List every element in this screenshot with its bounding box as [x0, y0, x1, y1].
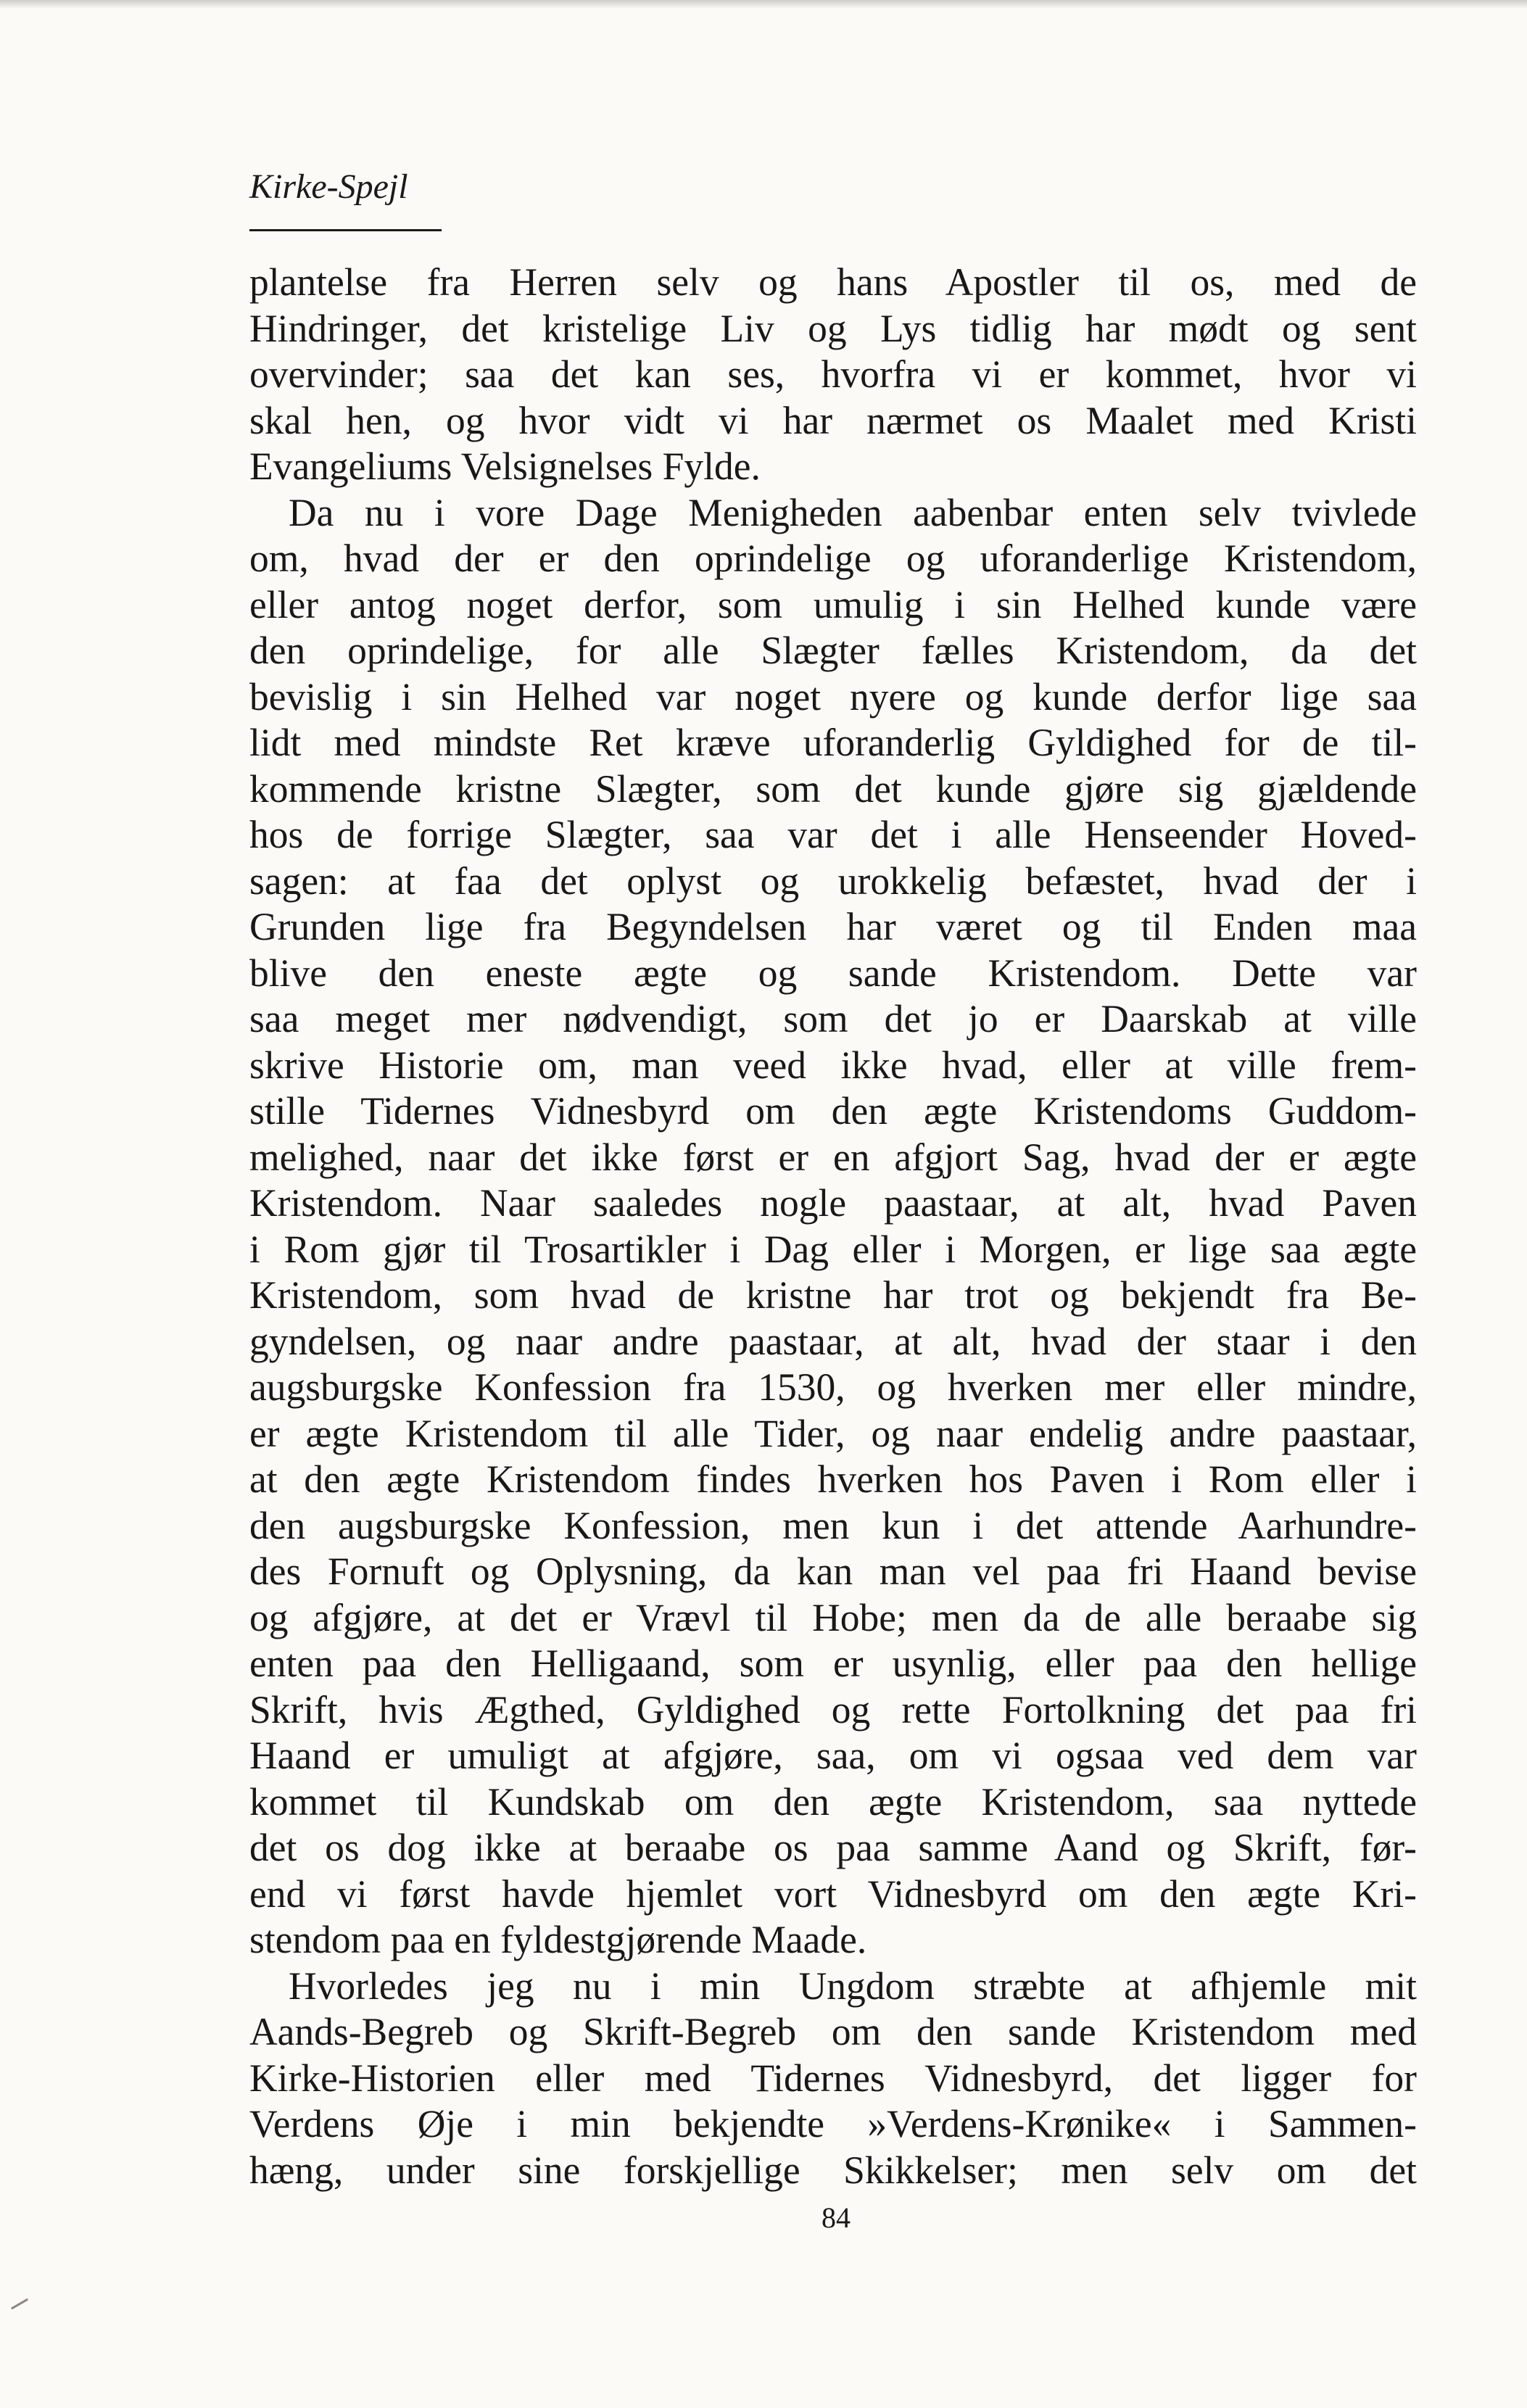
text-line: er ægte Kristendom til alle Tider, og naar endelig andre paastaar, [249, 1411, 1417, 1455]
text-line: Verdens Øje i min bekjendte »Verdens-Krønike« i Sammen- [249, 2102, 1417, 2146]
text-line: den oprindelige, for alle Slægter fælles Kristendom, da det [249, 629, 1417, 672]
text-line: Haand er umuligt at afgjøre, saa, om vi ogsaa ved dem var [249, 1734, 1417, 1777]
text-line: end vi først havde hjemlet vort Vidnesbyrd om den ægte Kri- [249, 1871, 1417, 1916]
text-line: Kristendom, som hvad de kristne har trot og bekjendt fra Be- [249, 1273, 1417, 1317]
text-line: melighed, naar det ikke først er en afgjort Sag, hvad der er ægte [249, 1135, 1417, 1179]
text-line: stille Tidernes Vidnesbyrd om den ægte Kristendoms Guddom- [249, 1089, 1417, 1133]
text-line: Evangeliums Velsignelses Fylde. [249, 444, 761, 488]
text-line: Hindringer, det kristelige Liv og Lys tidlig har mødt og sent [249, 306, 1417, 350]
margin-mark [11, 2299, 28, 2310]
text-line: i Rom gjør til Trosartikler i Dag eller i Morgen, er lige saa ægte [249, 1227, 1417, 1271]
text-line: Da nu i vore Dage Menigheden aabenbar enten selv tvivlede [289, 490, 1417, 534]
text-line: augsburgske Konfession fra 1530, og hverken mer eller mindre, [249, 1365, 1417, 1409]
text-line: og afgjøre, at det er Vrævl til Hobe; men da de alle beraabe sig [249, 1595, 1417, 1639]
text-line: enten paa den Helligaand, som er usynlig, eller paa den hellige [249, 1642, 1417, 1685]
body-text [249, 260, 1417, 2193]
text-line: stendom paa en fyldestgjørende Maade. [249, 1918, 867, 1961]
page-top-edge [0, 0, 1527, 9]
text-line: blive den eneste ægte og sande Kristendom. Dette var [249, 951, 1417, 995]
text-line: Skrift, hvis Ægthed, Gyldighed og rette Fortolkning det paa fri [249, 1687, 1417, 1731]
running-head-underline [249, 229, 442, 231]
text-line: des Fornuft og Oplysning, da kan man vel paa fri Haand bevise [249, 1550, 1417, 1593]
text-line: kommet til Kundskab om den ægte Kristendom, saa nyttede [249, 1779, 1417, 1824]
text-line: kommende kristne Slægter, som det kunde gjøre sig gjældende [249, 766, 1417, 811]
text-line: lidt med mindste Ret kræve uforanderlig Gyldighed for de til- [249, 721, 1417, 764]
text-line: saa meget mer nødvendigt, som det jo er Daarskab at ville [249, 997, 1417, 1040]
text-line: hos de forrige Slægter, saa var det i alle Henseender Hoved- [249, 813, 1417, 856]
text-line: om, hvad der er den oprindelige og uforanderlige Kristendom, [249, 537, 1417, 580]
text-line: sagen: at faa det oplyst og urokkelig befæstet, hvad der i [249, 858, 1417, 903]
text-line: hæng, under sine forskjellige Skikkelser; men selv om det [249, 2148, 1417, 2192]
text-line: plantelse fra Herren selv og hans Apostler til os, med de [249, 260, 1417, 304]
text-line: Kirke-Historien eller med Tidernes Vidnesbyrd, det ligger for [249, 2056, 1417, 2100]
running-head: Kirke-Spejl [249, 167, 408, 206]
page-number: 84 [822, 2201, 851, 2234]
text-line: Grunden lige fra Begyndelsen har været og til Enden maa [249, 905, 1417, 948]
text-line: den augsburgske Konfession, men kun i det attende Aarhundre- [249, 1503, 1417, 1547]
text-line: Hvorledes jeg nu i min Ungdom stræbte at afhjemle mit [289, 1964, 1417, 2008]
text-line: overvinder; saa det kan ses, hvorfra vi er kommet, hvor vi [249, 352, 1417, 396]
text-line: Kristendom. Naar saaledes nogle paastaar, at alt, hvad Paven [249, 1181, 1417, 1225]
text-line: eller antog noget derfor, som umulig i sin Helhed kunde være [249, 582, 1417, 626]
text-line: Aands-Begreb og Skrift-Begreb om den sande Kristendom med [249, 2010, 1417, 2053]
text-line: gyndelsen, og naar andre paastaar, at alt, hvad der staar i den [249, 1319, 1417, 1363]
text-line: bevislig i sin Helhed var noget nyere og kunde derfor lige saa [249, 674, 1417, 719]
text-line: skal hen, og hvor vidt vi har nærmet os Maalet med Kristi [249, 398, 1417, 442]
text-line: skrive Historie om, man veed ikke hvad, eller at ville frem- [249, 1043, 1417, 1087]
text-line: det os dog ikke at beraabe os paa samme Aand og Skrift, før- [249, 1826, 1417, 1869]
text-line: at den ægte Kristendom findes hverken hos Paven i Rom eller i [249, 1457, 1417, 1501]
